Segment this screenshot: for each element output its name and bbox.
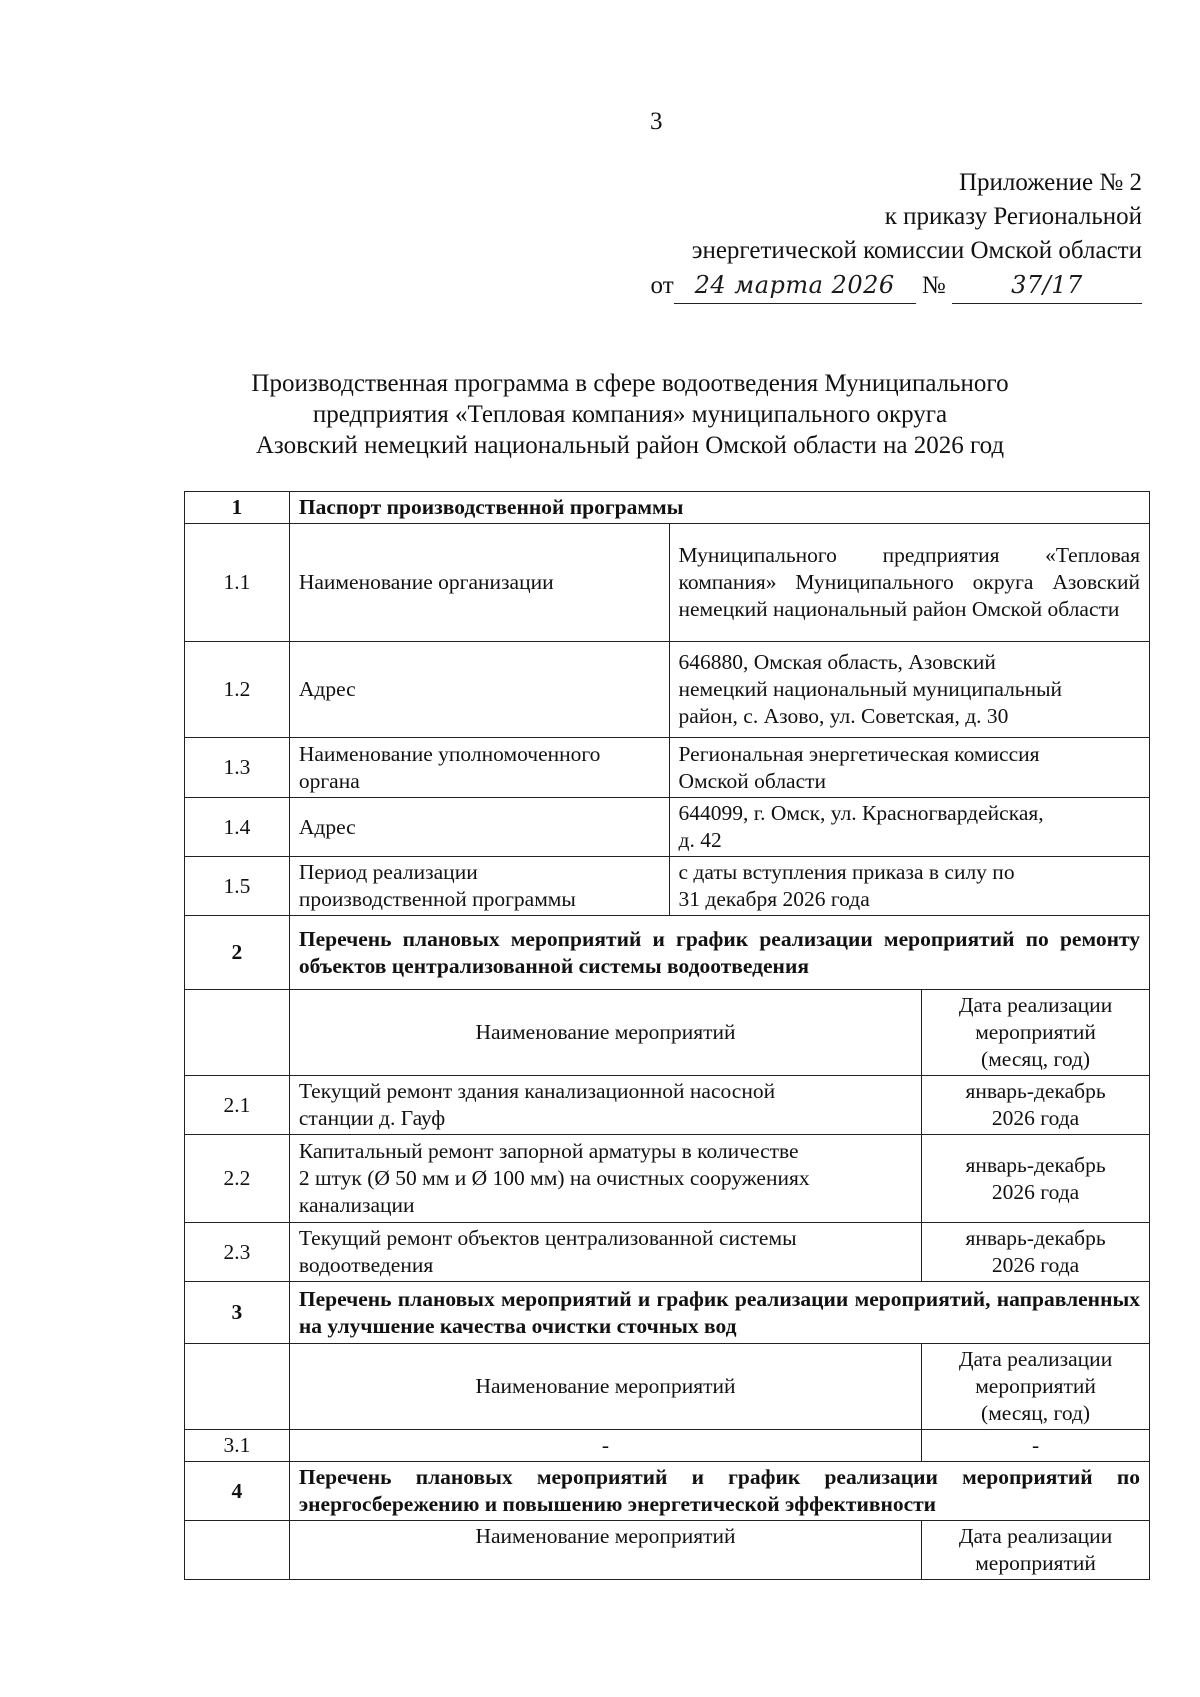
section-title: Перечень плановых мероприятий и график реализации мероприятий по энергосбережению и повышению энергетической эффективности	[289, 1462, 1149, 1521]
appendix-header	[651, 166, 1142, 304]
header-line: (месяц, год)	[981, 1401, 1091, 1425]
value-line: немецкий национальный муниципальный	[678, 677, 1063, 701]
row-name	[289, 1223, 921, 1282]
label-line: Наименование уполномоченного	[298, 741, 601, 766]
value-line: 31 декабря 2026 года	[678, 887, 870, 911]
title-line-1: Производственная программа в сфере водоотведения Муниципального	[251, 370, 1009, 397]
row-label	[289, 738, 669, 798]
table-row	[185, 857, 1150, 916]
section-4-header-row	[185, 1521, 1150, 1580]
title-line-2: предприятия «Тепловая компания» муниципального округа	[312, 401, 948, 428]
row-value	[669, 642, 1150, 738]
section-title: Перечень плановых мероприятий и график реализации мероприятий, направленных на улучшение качества очистки сточных вод	[289, 1282, 1149, 1344]
section-2-header-row	[185, 990, 1150, 1076]
value-line: 646880, Омская область, Азовский	[678, 650, 996, 674]
order-number-handwritten: 37/17	[1011, 271, 1083, 299]
column-header-name: Наименование мероприятий	[289, 990, 921, 1076]
row-name: -	[289, 1430, 921, 1462]
name-line: 2 штук (Ø 50 мм и Ø 100 мм) на очистных сооружениях	[298, 1166, 810, 1190]
table-row	[185, 1076, 1150, 1135]
section-2-row	[185, 916, 1150, 990]
date-line: 2026 года	[991, 1179, 1080, 1204]
section-3-row	[185, 1282, 1150, 1344]
row-number: 1.2	[185, 642, 290, 738]
column-header-date	[922, 990, 1150, 1076]
row-date	[922, 1076, 1150, 1135]
column-header-date	[922, 1344, 1150, 1430]
order-date-handwritten: 24 марта 2026	[694, 271, 895, 299]
header-line: (месяц, год)	[981, 1047, 1091, 1071]
appendix-line-3: энергетической комиссии Омской области	[691, 237, 1142, 264]
row-date	[922, 1223, 1150, 1282]
row-value	[669, 857, 1150, 916]
appendix-line-2: к приказу Региональной	[884, 203, 1142, 230]
document-title	[150, 368, 1110, 461]
row-number: 1.1	[185, 524, 290, 642]
section-3-header-row	[185, 1344, 1150, 1430]
row-value: Муниципального предприятия «Тепловая компания» Муниципального округа Азовский немецкий национальный район Омской области	[669, 524, 1150, 642]
header-line: Дата реализации	[958, 1524, 1113, 1548]
row-number: 2.2	[185, 1135, 290, 1223]
section-title: Перечень плановых мероприятий и график реализации мероприятий по ремонту объектов централизованной системы водоотведения	[289, 916, 1149, 990]
name-line: канализации	[298, 1193, 415, 1217]
value-line: с даты вступления приказа в силу по	[678, 860, 1015, 884]
program-table	[184, 491, 1150, 1580]
row-label	[289, 857, 669, 916]
value-line: район, с. Азово, ул. Советская, д. 30	[678, 704, 1009, 728]
row-date	[922, 1135, 1150, 1223]
table-row	[185, 1223, 1150, 1282]
row-label: Адрес	[289, 642, 669, 738]
column-header-name: Наименование мероприятий	[289, 1521, 921, 1580]
row-value	[669, 738, 1150, 798]
header-line: мероприятий	[975, 1020, 1096, 1044]
name-line: Текущий ремонт здания канализационной насосной	[298, 1079, 776, 1103]
name-line: Текущий ремонт объектов централизованной системы	[298, 1226, 797, 1250]
section-number: 1	[185, 492, 290, 524]
label-line: органа	[298, 768, 360, 793]
table-row	[185, 798, 1150, 857]
header-line: мероприятий	[975, 1551, 1096, 1575]
table-row	[185, 1430, 1150, 1462]
value-line: Региональная энергетическая комиссия	[678, 741, 1040, 766]
section-1-row	[185, 492, 1150, 524]
label-line: производственной программы	[298, 887, 576, 911]
appendix-line-1: Приложение № 2	[958, 169, 1142, 196]
header-line: мероприятий	[975, 1374, 1096, 1398]
date-line: январь-декабрь	[965, 1226, 1106, 1250]
name-line: Капитальный ремонт запорной арматуры в количестве	[298, 1139, 799, 1163]
date-line: январь-декабрь	[965, 1079, 1106, 1103]
row-date: -	[922, 1430, 1150, 1462]
value-line: д. 42	[678, 828, 722, 852]
row-number: 1.4	[185, 798, 290, 857]
row-number: 3.1	[185, 1430, 290, 1462]
section-number: 3	[185, 1282, 290, 1344]
section-title: Паспорт производственной программы	[289, 492, 1149, 524]
table-row	[185, 524, 1150, 642]
row-value	[669, 798, 1150, 857]
header-line: Дата реализации	[958, 993, 1113, 1017]
order-date-number-line	[651, 268, 1142, 304]
date-line: 2026 года	[991, 1106, 1080, 1130]
section-number: 2	[185, 916, 290, 990]
row-label: Наименование организации	[289, 524, 669, 642]
order-number-field	[952, 268, 1142, 304]
date-line: январь-декабрь	[965, 1152, 1106, 1177]
name-line: станции д. Гауф	[298, 1106, 446, 1130]
row-name	[289, 1135, 921, 1223]
page-number: 3	[650, 108, 663, 135]
row-number: 2.1	[185, 1076, 290, 1135]
label-line: Период реализации	[298, 860, 478, 884]
section-4-row	[185, 1462, 1150, 1521]
table-row	[185, 738, 1150, 798]
title-line-3: Азовский немецкий национальный район Омской области на 2026 год	[255, 432, 1005, 459]
row-label: Адрес	[289, 798, 669, 857]
from-label: от	[650, 272, 674, 299]
order-date-field	[674, 268, 916, 304]
header-line: Дата реализации	[958, 1347, 1113, 1371]
column-header-name: Наименование мероприятий	[289, 1344, 921, 1430]
row-number: 1.3	[185, 738, 290, 798]
row-number: 2.3	[185, 1223, 290, 1282]
row-name	[289, 1076, 921, 1135]
value-line: 644099, г. Омск, ул. Красногвардейская,	[678, 801, 1044, 825]
table-row	[185, 642, 1150, 738]
name-line: водоотведения	[298, 1253, 434, 1277]
table-row	[185, 1135, 1150, 1223]
section-number: 4	[185, 1462, 290, 1521]
row-number: 1.5	[185, 857, 290, 916]
number-label: №	[921, 272, 946, 299]
column-header-date	[922, 1521, 1150, 1580]
value-line: Омской области	[678, 768, 827, 793]
date-line: 2026 года	[991, 1253, 1080, 1277]
